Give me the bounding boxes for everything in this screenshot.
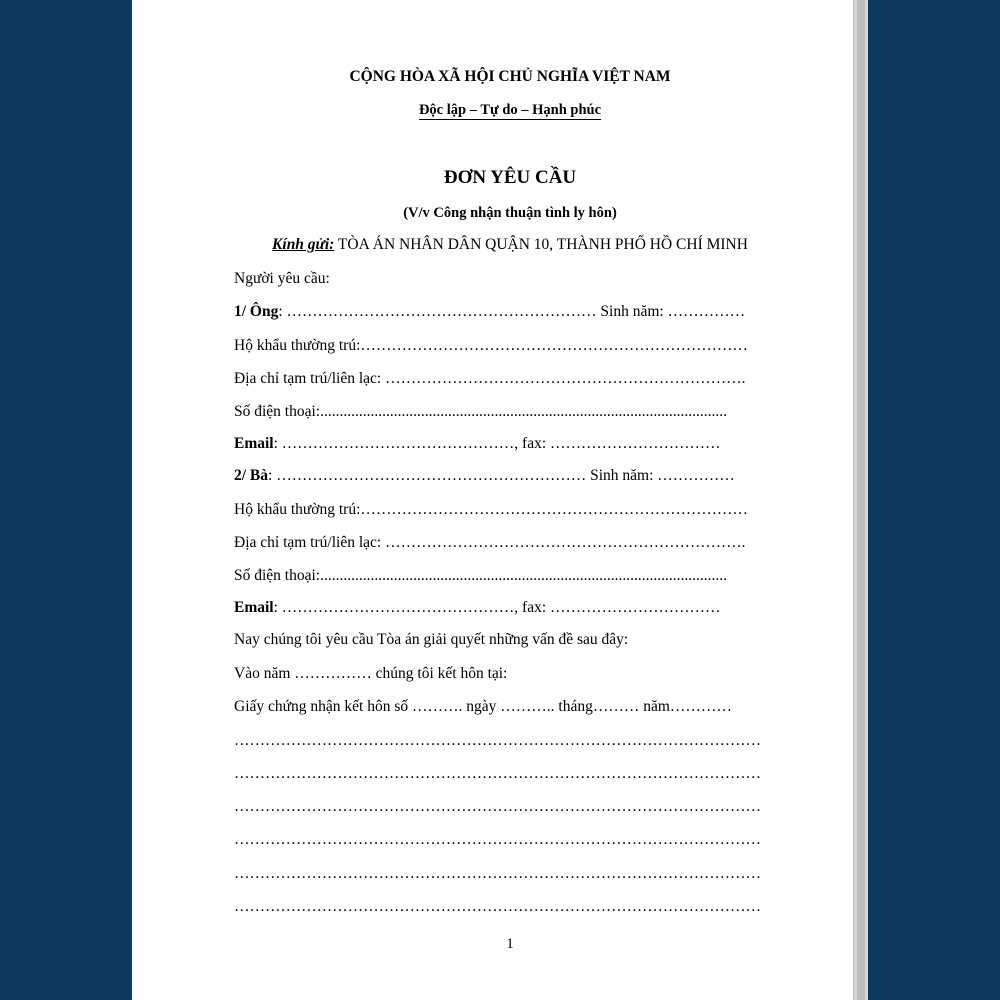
page-number: 1 <box>506 936 514 952</box>
person2-phone-line: Số điện thoại:......................................................................................................... <box>234 567 727 584</box>
scrollbar-thumb[interactable] <box>857 0 865 1000</box>
blank-line: ………………………………………………………………………………………… <box>234 898 761 915</box>
national-title: CỘNG HÒA XÃ HỘI CHỦ NGHĨA VIỆT NAM <box>349 68 671 85</box>
national-motto <box>234 102 786 119</box>
document-title: ĐƠN YÊU CẦU <box>443 167 577 188</box>
recipient-line <box>234 236 786 254</box>
person2-name-line <box>234 466 786 486</box>
vertical-scrollbar[interactable] <box>853 0 868 1000</box>
person1-phone-line: Số điện thoại:......................................................................................................... <box>234 403 727 420</box>
recipient-label: Kính gửi: <box>272 236 335 253</box>
document-subtitle: (V/v Công nhận thuận tình ly hôn) <box>403 205 617 221</box>
person2-email-fill: : ………………………………………, fax: …………………………… <box>273 599 721 616</box>
person2-residence-line: Hộ khẩu thường trú:………………………………………………………………… <box>234 501 748 518</box>
person1-address-line: Địa chỉ tạm trú/liên lạc: ……………………………………………………………. <box>234 370 746 387</box>
recipient-value: TÒA ÁN NHÂN DÂN QUẬN 10, THÀNH PHỐ HỒ CHÍ MINH <box>334 236 748 253</box>
person2-name-fill: : …………………………………………………… Sinh năm: …………… <box>268 467 735 484</box>
blank-line: ………………………………………………………………………………………… <box>234 732 761 749</box>
blank-line: ………………………………………………………………………………………… <box>234 765 761 782</box>
blank-line: ………………………………………………………………………………………… <box>234 831 761 848</box>
person2-label: 2/ Bà <box>234 467 269 484</box>
person1-residence-line: Hộ khẩu thường trú:………………………………………………………………… <box>234 337 748 354</box>
person2-email-line <box>234 598 786 618</box>
blank-line: ………………………………………………………………………………………… <box>234 798 761 815</box>
requesters-label: Người yêu cầu: <box>234 270 330 287</box>
person1-label: 1/ Ông <box>234 303 279 320</box>
person1-email-line <box>234 434 786 454</box>
motto-text: Độc lập – Tự do – Hạnh phúc <box>418 102 602 118</box>
person2-address-line: Địa chỉ tạm trú/liên lạc: ……………………………………………………………. <box>234 534 746 551</box>
person2-email-label: Email <box>234 599 274 616</box>
request-intro-line: Nay chúng tôi yêu cầu Tòa án giải quyết những vấn đề sau đây: <box>234 631 629 648</box>
blank-line: ………………………………………………………………………………………… <box>234 865 761 882</box>
document-page <box>132 0 854 1000</box>
person1-email-label: Email <box>234 435 274 452</box>
person1-email-fill: : ………………………………………, fax: …………………………… <box>273 435 721 452</box>
certificate-line: Giấy chứng nhận kết hôn số ………. ngày ……….. tháng……… năm………… <box>234 698 732 715</box>
marriage-year-line: Vào năm …………… chúng tôi kết hôn tại: <box>234 665 508 682</box>
person1-name-line <box>234 302 786 322</box>
person1-name-fill: : …………………………………………………… Sinh năm: …………… <box>278 303 746 320</box>
document-viewer <box>132 0 868 1000</box>
